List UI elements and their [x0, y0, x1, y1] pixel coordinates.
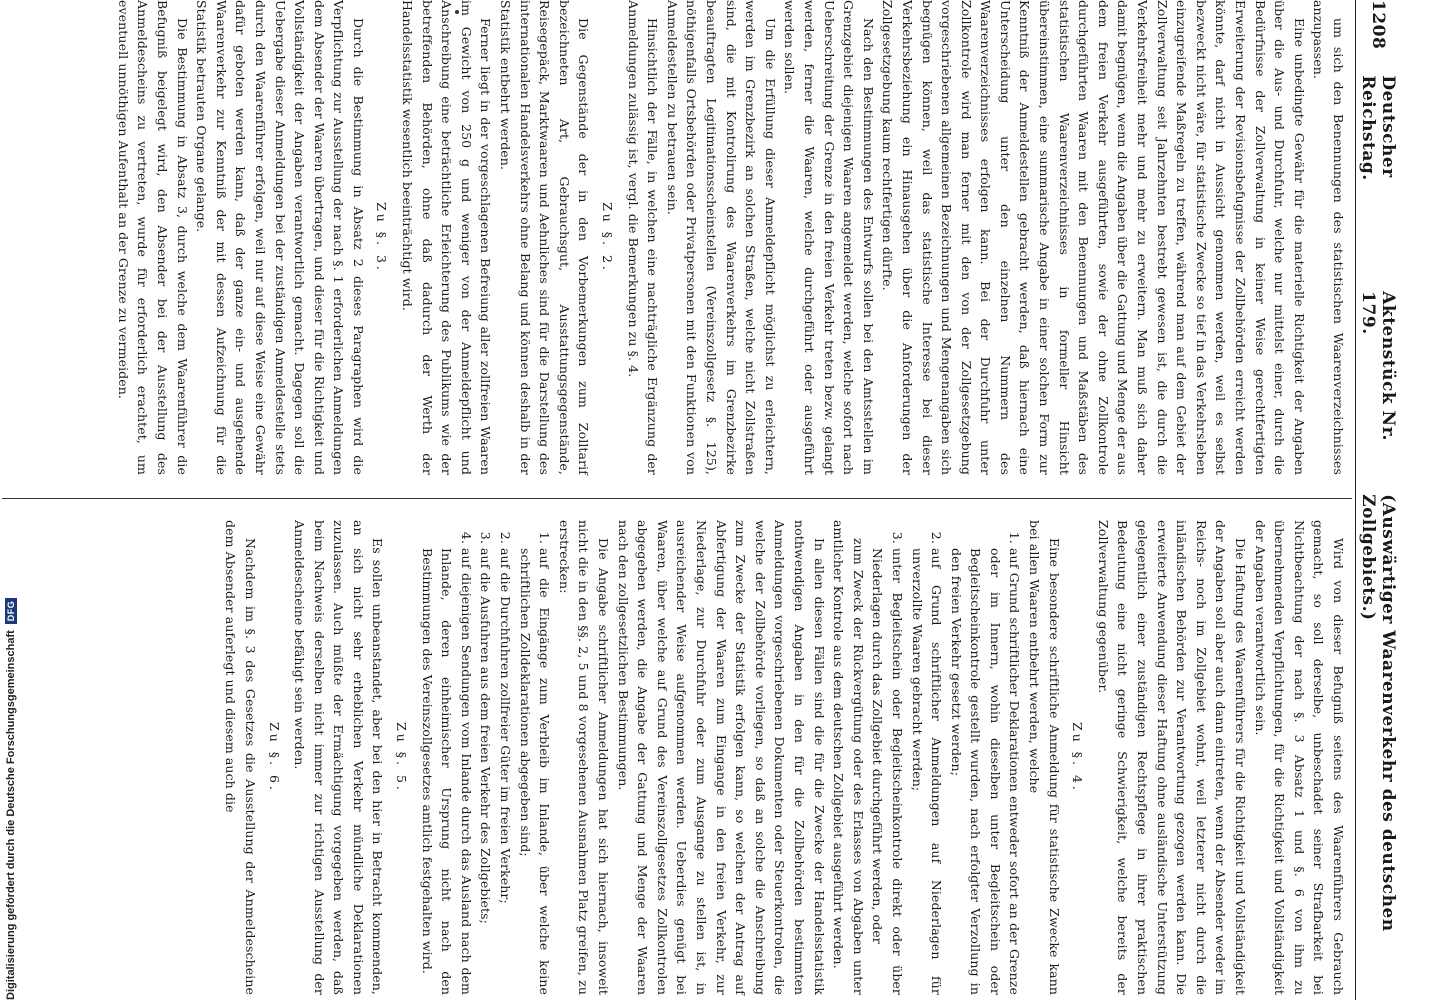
left-text-column	[113, 0, 1348, 475]
column-divider	[2, 498, 1352, 499]
page-header	[1355, 0, 1400, 1000]
section-heading: Zu §. 4.	[1070, 722, 1086, 793]
body-paragraph: Nach den Bestimmungen des Entwurfs sollen bei den Amtsstellen im Grenzgebiet diejenigen Waaren angemeldet werden, welche sofort nach Ueberschreitung der Grenze in den freien Verkehr treten bezw. gelangt werden, ferner die Waaren, welche durchgeführt oder ausgeführt werden sollen.	[782, 0, 876, 475]
body-paragraph: Durch die Bestimmung in Absatz 2 dieses Paragraphen wird die Verpflichtung zur Ausstellung der nach §. 1 erforderlichen Anmeldungen dem Absender der Waaren übertragen, und dieser für die Richtigkeit und Vollständigkeit der Angaben verantwortlich gemacht. Dagegen soll die Uebergabe dieser Anmeldungen bei der zuständigen Anmeldestelle stets durch den Waarenführer erfolgen, weil nur auf diese Weise eine Gewähr dafür geboten werden kann, daß der ganze ein- und ausgehende Waarenverkehr zur Kenntniß der mit dessen Aufzeichnung für die Statistik betrauten Organe gelange.	[194, 0, 366, 475]
body-paragraph: Die Bestimmung in Absatz 3, durch welche dem Waarenführer die Befugniß beigelegt wird, den Absender bei der Ausstellung des Anmeldescheins zu vertreten, wurde für erforderlich erachtet, um eventuell unnöthigen Aufenthalt an der Grenze zu vermeiden.	[115, 0, 190, 475]
list-item: 3. auf die Ausfuhren aus dem freien Verkehr des Zollgebiets;	[476, 548, 496, 995]
section-heading: Zu §. 5.	[394, 722, 410, 793]
body-paragraph: Um die Erfüllung dieser Anmeldepflicht möglichst zu erleichtern, werden im Grenzbezirk an solchen Straßen, welche nicht Zollstraßen sind, die mit Kontrolirung des Waarenverkehrs im Grenzbezirke beauftragten Legitimationsscheinstellen (Vereinszollgesetz §. 125), nöthigenfalls Ortsbehörden oder Privatpersonen mit den Funktionen von Anmeldestellen zu betrauen sein.	[664, 0, 778, 475]
list-item: 1. auf Grund schriftlicher Deklarationen entweder sofort an der Grenze oder im Innern, wohin dieselben unter Begleitschein oder Begleitscheinkontrole gestellt wurden, nach erfolgter Verzollung in den freien Verkehr gesetzt werden;	[946, 548, 1024, 995]
body-paragraph: Eine unbedingte Gewähr für die materielle Richtigkeit der Angaben über die Aus- und Durchfuhr, welche nur mittelst einer, durch die Bedürfnisse der Zollverwaltung in keiner Weise gerechtfertigten Erweiterung der Revisionsbefugnisse der Zollbehörden erreicht werden könnte, darf nicht in Aussicht genommen werden, weil es selbst bezweckt nicht wäre, für statistische Zwecke so tief in das Verkehrsleben einzugreifende Maßregeln zu treffen, während man auf dem Gebiet der Zollverwaltung seit Jahrzehnten bestrebt gewesen ist, die durch die Verkehrsfreiheit mehr und mehr zu erweitern. Man muß sich daher damit begnügen, wenn die Angaben über die Gattung und Menge der aus dem freien Verkehr ausgeführten, sowie der ohne Zollkontrole durchgeführten Waaren mit den Benennungen und Maßstäben des statistischen Waarenverzeichnisses in formeller Hinsicht übereinstimmen, eine summarische Angabe in einer solchen Form zur Kenntniß der Anmeldestellen gebracht werden, daß hiernach eine Unterscheidung unter den einzelnen Nummern des Waarenverzeichnisses erfolgen kann. Bei der Durchfuhr unter Zollkontrole wird man ferner mit den von der Zollgesetzgebung vorgeschriebenen allgemeinen Bezeichnungen und Mengenangaben sich begnügen können, weil das statistische Interesse bei dieser Verkehrsbeziehung ein Hinausgehen über die Anforderungen der Zollgesetzgebung kaum rechtfertigen dürfte.	[880, 0, 1307, 475]
right-text-column	[221, 520, 1348, 995]
digitization-credit	[0, 0, 22, 1000]
document-title: (Auswärtiger Waarenverkehr des deutschen Zollgebiets.)	[1358, 494, 1398, 932]
list-item: 1. auf die Eingänge zum Verbleib im Inlande, über welche keine schriftlichen Zolldeklarationen abgegeben sind;	[515, 548, 554, 995]
body-paragraph: Nachdem im §. 3 des Gesetzes die Ausstellung der Anmeldescheine dem Absender auferlegt und diesem auch die	[223, 520, 258, 995]
body-paragraph: Es sollen unbeanstandet, aber bei den hier in Betracht kommenden, an sich nicht sehr erheblichen Verkehr mündliche Deklarationen zuzulassen. Auch müßte der Ermächtigung vorgegeben werden, daß beim Nachweis derselben nicht immer zur richtigen Ausstellung der Anmeldescheine befähigt sein werden.	[292, 520, 386, 995]
list-item: 3. unter Begleitschein oder Begleitscheinkontrole direkt oder über Niederlagen durch das Zollgebiet durchgeführt werden, oder	[868, 548, 907, 995]
section-heading: Zu §. 2.	[600, 202, 616, 273]
list-item: 2. auf Grund schriftlicher Anmeldungen auf Niederlagen für unverzollte Waaren gebracht werden;	[907, 548, 946, 995]
section-heading: Zu §. 3.	[374, 202, 390, 273]
body-paragraph: Eine besondere schriftliche Anmeldung für statistische Zwecke kann bei allen Waaren entbehrt werden, welche	[1027, 520, 1062, 995]
body-paragraph: Ferner liegt in der vorgeschlagenen Befreiung aller zollfreien Waaren im Gewicht von 250 g und weniger von der Anmeldepflicht und Anschreibung eine beträchtliche Erleichterung des Publikums wie der betreffenden Behörden, ohne daß dadurch der Werth der Handelsstatistik wesentlich beeinträchtigt wird.	[400, 0, 494, 475]
numbered-list	[417, 520, 554, 995]
body-paragraph: Wird von dieser Befugniß seitens des Waarenführers Gebrauch gemacht, so soll derselbe, unbeschadet seiner Strafbarkeit bei Nichtbeachtung der nach §. 3 Absatz 1 und §. 6 von ihm zu übernehmenden Verpflichtungen, für die Richtigkeit und Vollständigkeit der Angaben verantwortlich sein.	[1252, 520, 1346, 995]
dfg-logo: DFG	[5, 598, 17, 625]
body-paragraph: Hinsichtlich der Fälle, in welchen eine nachträgliche Ergänzung der Anmeldungen zulässig ist, vergl. die Bemerkungen zu §. 4.	[625, 0, 661, 475]
credit-text: Digitalisierung gefördert durch die Deutsche Forschungsgemeinschaft	[5, 630, 17, 1000]
body-paragraph: Die Gegenstände der in den Vorbemerkungen zum Zolltarif bezeichneten Art, Gebrauchsgut, Ausstattungsgegenstände, Reisegepäck, Marktwaaren und Aehnliches sind für die Darstellung des internationalen Handelsverkehrs ohne Belang und können deshalb in der Statistik entbehrt werden.	[498, 0, 592, 475]
body-paragraph: Die Angabe schriftlicher Anmeldungen hat sich hiernach, insoweit nicht die in den §§. 2, 5 und 8 vorgesehenen Ausnahmen Platz greifen, zu erstrecken:	[556, 520, 612, 995]
section-heading: Zu §. 6.	[266, 722, 282, 793]
page-number: 1208	[1368, 0, 1388, 50]
list-item: 2. auf die Durchfuhren zollfreier Güter im freien Verkehr;	[495, 548, 515, 995]
body-paragraph: Die Haftung des Waarenführers für die Richtigkeit und Vollständigkeit der Angaben soll aber auch dann eintreten, wenn der Absender weder im Reichs- noch im Zollgebiet wohnt, weil letzterer nicht durch die inländischen Behörden zur Verantwortung gezogen werden kann. Die erweiterte Anwendung dieser Haftung ohne ausländische Unterstützung gelegentlich einer zuständigen Rechtspflege in ihrer praktischen Bedeutung eine nicht geringe Schwierigkeit, welche bereits der Zollverwaltung gegenüber.	[1095, 520, 1249, 995]
numbered-list	[868, 520, 1025, 995]
body-paragraph: zum Zweck der Rückvergütung oder des Erlasses von Abgaben unter amtlicher Kontrole aus dem deutschen Zollgebiet ausgeführt werden.	[831, 520, 866, 995]
body-paragraph: um sich den Benennungen des statistischen Waarenverzeichnisses anzupassen.	[1311, 0, 1346, 475]
appendix-label: Aktenstück Nr. 179.	[1358, 291, 1398, 441]
publication-name: Deutscher Reichstag.	[1358, 75, 1398, 181]
body-paragraph: In allen diesen Fällen sind die für die Zwecke der Handelsstatistik nothwendigen Angaben in den für die Zollbehörden bestimmten Anmeldungen vorgeschriebenen Dokumenten oder Steuerkontrolen, die welche der Zollbehörde vorliegen, so daß an solche die Anschreibung zum Zwecke der Statistik erfolgen kann, so welchen der Antrag auf Abfertigung der Waaren zum Eingange in den freien Verkehr, zur Niederlage, zur Durchfuhr oder zum Ausgange zu stellen ist, in ausreichender Weise aufgenommen werden. Ueberdies genügt bei Waaren, über welche auf Grund des Vereinszollgesetzes Zollkontrolen abgegeben werden, die Angabe der Gattung und Menge der Waaren nach den zollgesetzlichen Bestimmungen.	[615, 520, 827, 995]
list-item: 4. auf diejenigen Sendungen vom Inlande durch das Ausland nach dem Inlande, deren einheimischer Ursprung nicht nach den Bestimmungen des Vereinszollgesetzes amtlich festgehalten wird.	[417, 548, 476, 995]
